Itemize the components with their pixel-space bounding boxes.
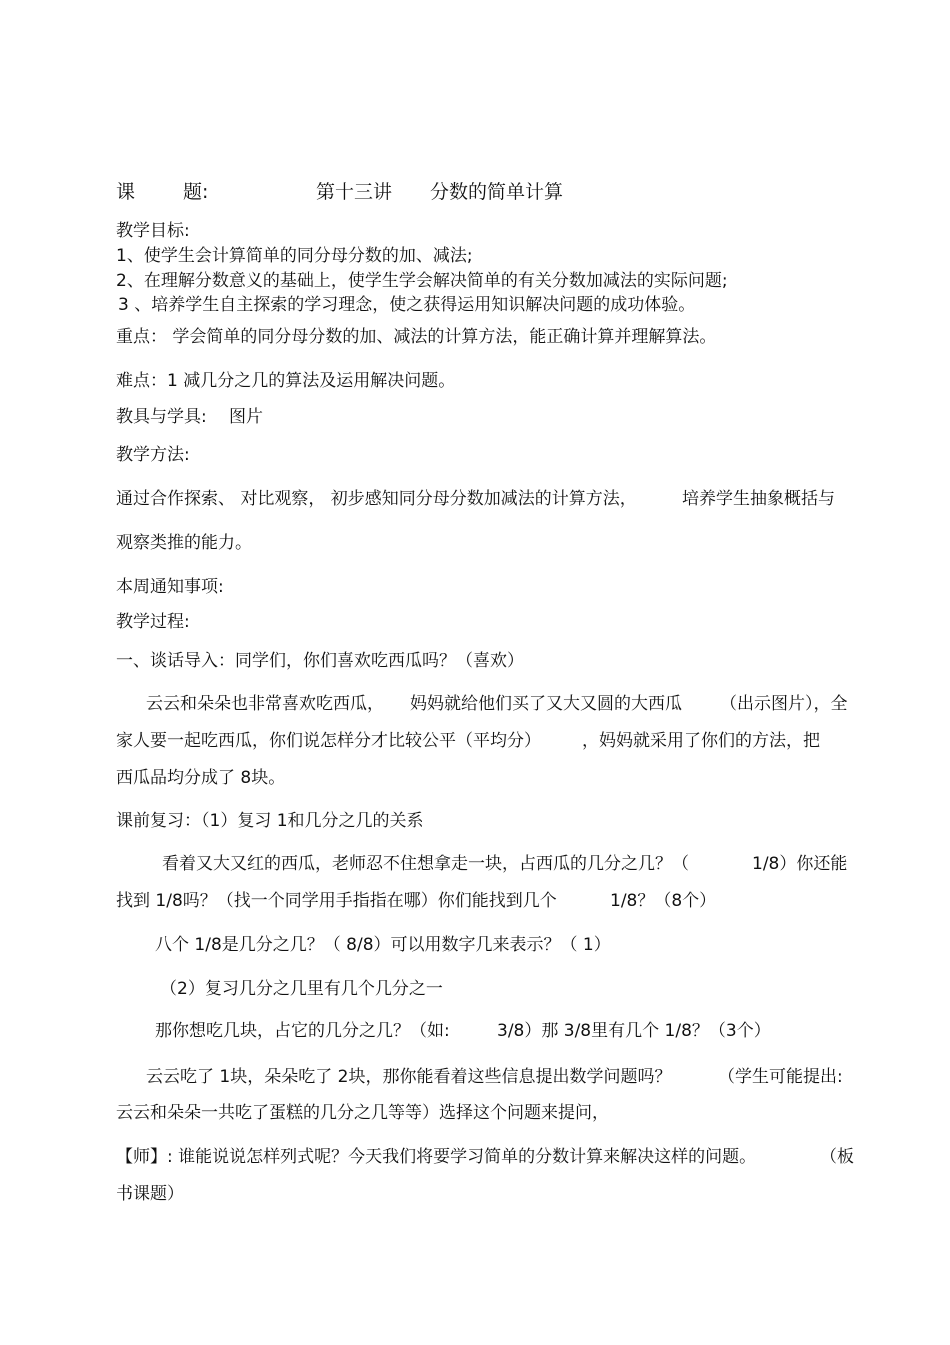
review-heading: 课前复习：（1）复习 1和几分之几的关系 — [116, 811, 424, 831]
paragraph-text: ，妈妈就采用了你们的方法，把 — [582, 731, 820, 751]
question-line: 那你想吃几块，占它的几分之几？（如: — [155, 1021, 450, 1041]
question-line: 3/8）那 3/8里有几个 1/8？（3个） — [497, 1021, 771, 1041]
paragraph-text: 1/8？（8个） — [610, 891, 717, 911]
key-point: 重点： 学会简单的同分母分数的加、减法的计算方法，能正确计算并理解算法。 — [116, 327, 717, 347]
tools-value: 图片 — [229, 407, 263, 427]
method-text: 通过合作探索、 对比观察， 初步感知同分母分数加减法的计算方法， — [116, 489, 637, 509]
method-text: 培养学生抽象概括与 — [682, 489, 835, 509]
question-line: 八个 1/8是几分之几？（ 8/8）可以用数字几来表示？（ 1） — [155, 935, 611, 955]
paragraph-text: （学生可能提出: — [718, 1067, 843, 1087]
review-heading: （2）复习几分之几里有几个几分之一 — [160, 979, 443, 999]
intro-line: 一、谈话导入：同学们，你们喜欢吃西瓜吗？（喜欢） — [116, 651, 524, 671]
paragraph-text: 云云吃了 1块，朵朵吃了 2块，那你能看着这些信息提出数学问题吗？ — [146, 1067, 672, 1087]
lecture-number: 第十三讲 — [316, 181, 393, 203]
paragraph-text: 1/8）你还能 — [752, 854, 848, 874]
teacher-line: 【师】: 谁能说说怎样列式呢？今天我们将要学习简单的分数计算来解决这样的问题。 — [116, 1147, 757, 1167]
process-heading: 教学过程: — [116, 612, 190, 632]
tools-label: 教具与学具: — [116, 407, 207, 427]
method-heading: 教学方法: — [116, 445, 190, 465]
objective-item: 1、使学生会计算简单的同分母分数的加、减法; — [116, 246, 473, 266]
paragraph-text: 家人要一起吃西瓜，你们说怎样分才比较公平（平均分） — [116, 731, 541, 751]
paragraph-text: 云云和朵朵一共吃了蛋糕的几分之几等等）选择这个问题来提问， — [116, 1103, 609, 1123]
objective-item: 3 、培养学生自主探索的学习理念，使之获得运用知识解决问题的成功体验。 — [118, 295, 696, 315]
title-label-2: 题: — [183, 181, 209, 203]
teacher-line: （板 — [820, 1147, 854, 1167]
objectives-heading: 教学目标: — [116, 221, 190, 241]
objective-item: 2、在理解分数意义的基础上，使学生学会解决简单的有关分数加减法的实际问题; — [116, 271, 728, 291]
paragraph-text: （出示图片），全 — [720, 694, 848, 714]
paragraph-text: 看着又大又红的西瓜，老师忍不住想拿走一块，占西瓜的几分之几？（ — [162, 854, 689, 874]
paragraph-text: 云云和朵朵也非常喜欢吃西瓜， — [146, 694, 384, 714]
title-label-1: 课 — [116, 181, 136, 203]
paragraph-text: 西瓜品均分成了 8块。 — [116, 768, 286, 788]
paragraph-text: 找到 1/8吗？（找一个同学用手指指在哪）你们能找到几个 — [116, 891, 557, 911]
method-text: 观察类推的能力。 — [116, 533, 252, 553]
difficulty: 难点：1 减几分之几的算法及运用解决问题。 — [116, 371, 456, 391]
paragraph-text: 妈妈就给他们买了又大又圆的大西瓜 — [410, 694, 682, 714]
lecture-topic: 分数的简单计算 — [430, 181, 564, 203]
teacher-line: 书课题） — [116, 1184, 184, 1204]
notice-heading: 本周通知事项: — [116, 577, 224, 597]
